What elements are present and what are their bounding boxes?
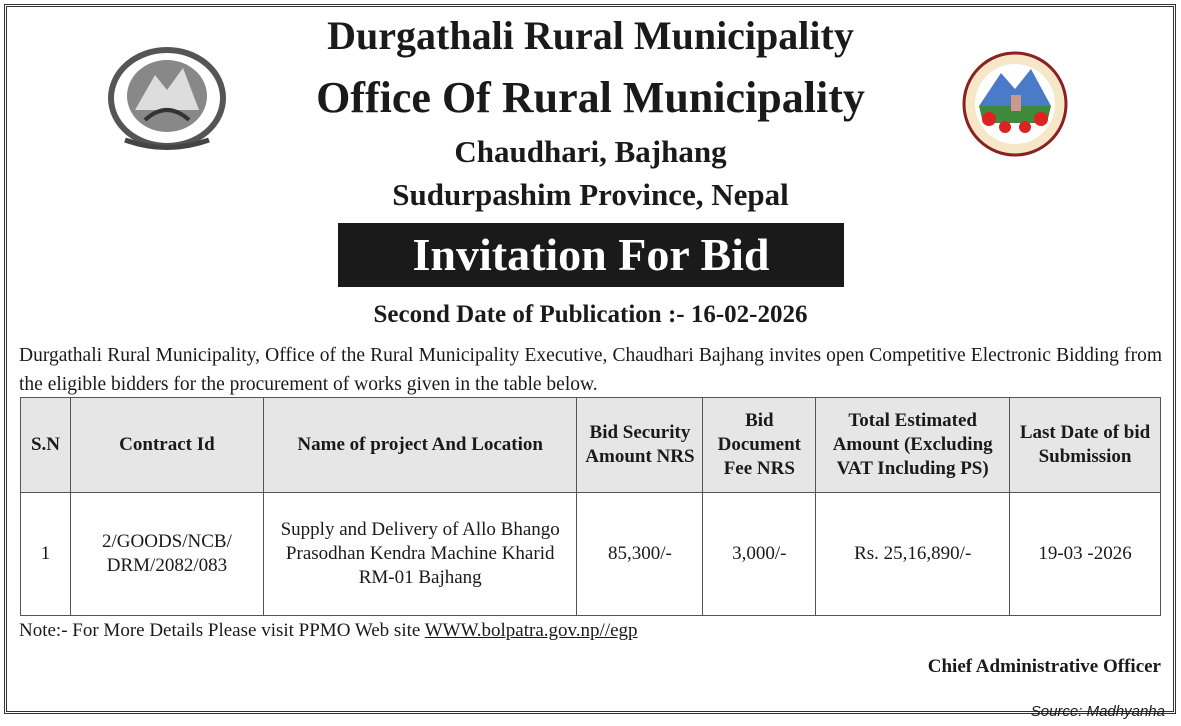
cell-bid-security: 85,300/- bbox=[577, 493, 703, 616]
note-text: Note:- For More Details Please visit PPMO Web site bbox=[19, 620, 425, 641]
cell-estimated-amount: Rs. 25,16,890/- bbox=[816, 493, 1010, 616]
table-row bbox=[21, 493, 1161, 616]
signatory: Chief Administrative Officer bbox=[927, 656, 1161, 677]
header-contract-id: Contract Id bbox=[70, 398, 263, 493]
cell-sn: 1 bbox=[21, 493, 71, 616]
bolpatra-link[interactable]: WWW.bolpatra.gov.np//egp bbox=[424, 620, 638, 641]
address-line: Chaudhari, Bajhang bbox=[454, 134, 727, 169]
province-line: Sudurpashim Province, Nepal bbox=[392, 177, 789, 212]
header-estimated-amount: Total Estimated Amount (Excluding VAT Including PS) bbox=[816, 398, 1010, 493]
publication-date: Second Date of Publication :- 16-02-2026 bbox=[373, 301, 808, 328]
note bbox=[19, 620, 638, 642]
header-project-name: Name of project And Location bbox=[263, 398, 577, 493]
table-header-row bbox=[21, 398, 1161, 493]
header-bid-security: Bid Security Amount NRS bbox=[577, 398, 703, 493]
cell-document-fee: 3,000/- bbox=[703, 493, 816, 616]
intro-paragraph: Durgathali Rural Municipality, Office of the Rural Municipality Executive, Chaudhari Bajhang invites open Competitive Electronic Bidding from the eligible bidders for the procurement of works given in the table below. bbox=[19, 345, 1162, 395]
municipality-name: Durgathali Rural Municipality bbox=[327, 13, 854, 58]
cell-project-name: Supply and Delivery of Allo Bhango Prasodhan Kendra Machine Kharid RM-01 Bajhang bbox=[263, 493, 577, 616]
header-sn: S.N bbox=[21, 398, 71, 493]
header-document-fee: Bid Document Fee NRS bbox=[703, 398, 816, 493]
bid-table bbox=[20, 397, 1161, 616]
header-last-date: Last Date of bid Submission bbox=[1010, 398, 1161, 493]
cell-last-date: 19-03 -2026 bbox=[1010, 493, 1161, 616]
source-credit: Source: Madhyanha bbox=[1030, 703, 1165, 720]
cell-contract-id: 2/GOODS/NCB/ DRM/2082/083 bbox=[70, 493, 263, 616]
office-name: Office Of Rural Municipality bbox=[316, 73, 865, 122]
notice-title-banner: Invitation For Bid bbox=[338, 223, 844, 287]
